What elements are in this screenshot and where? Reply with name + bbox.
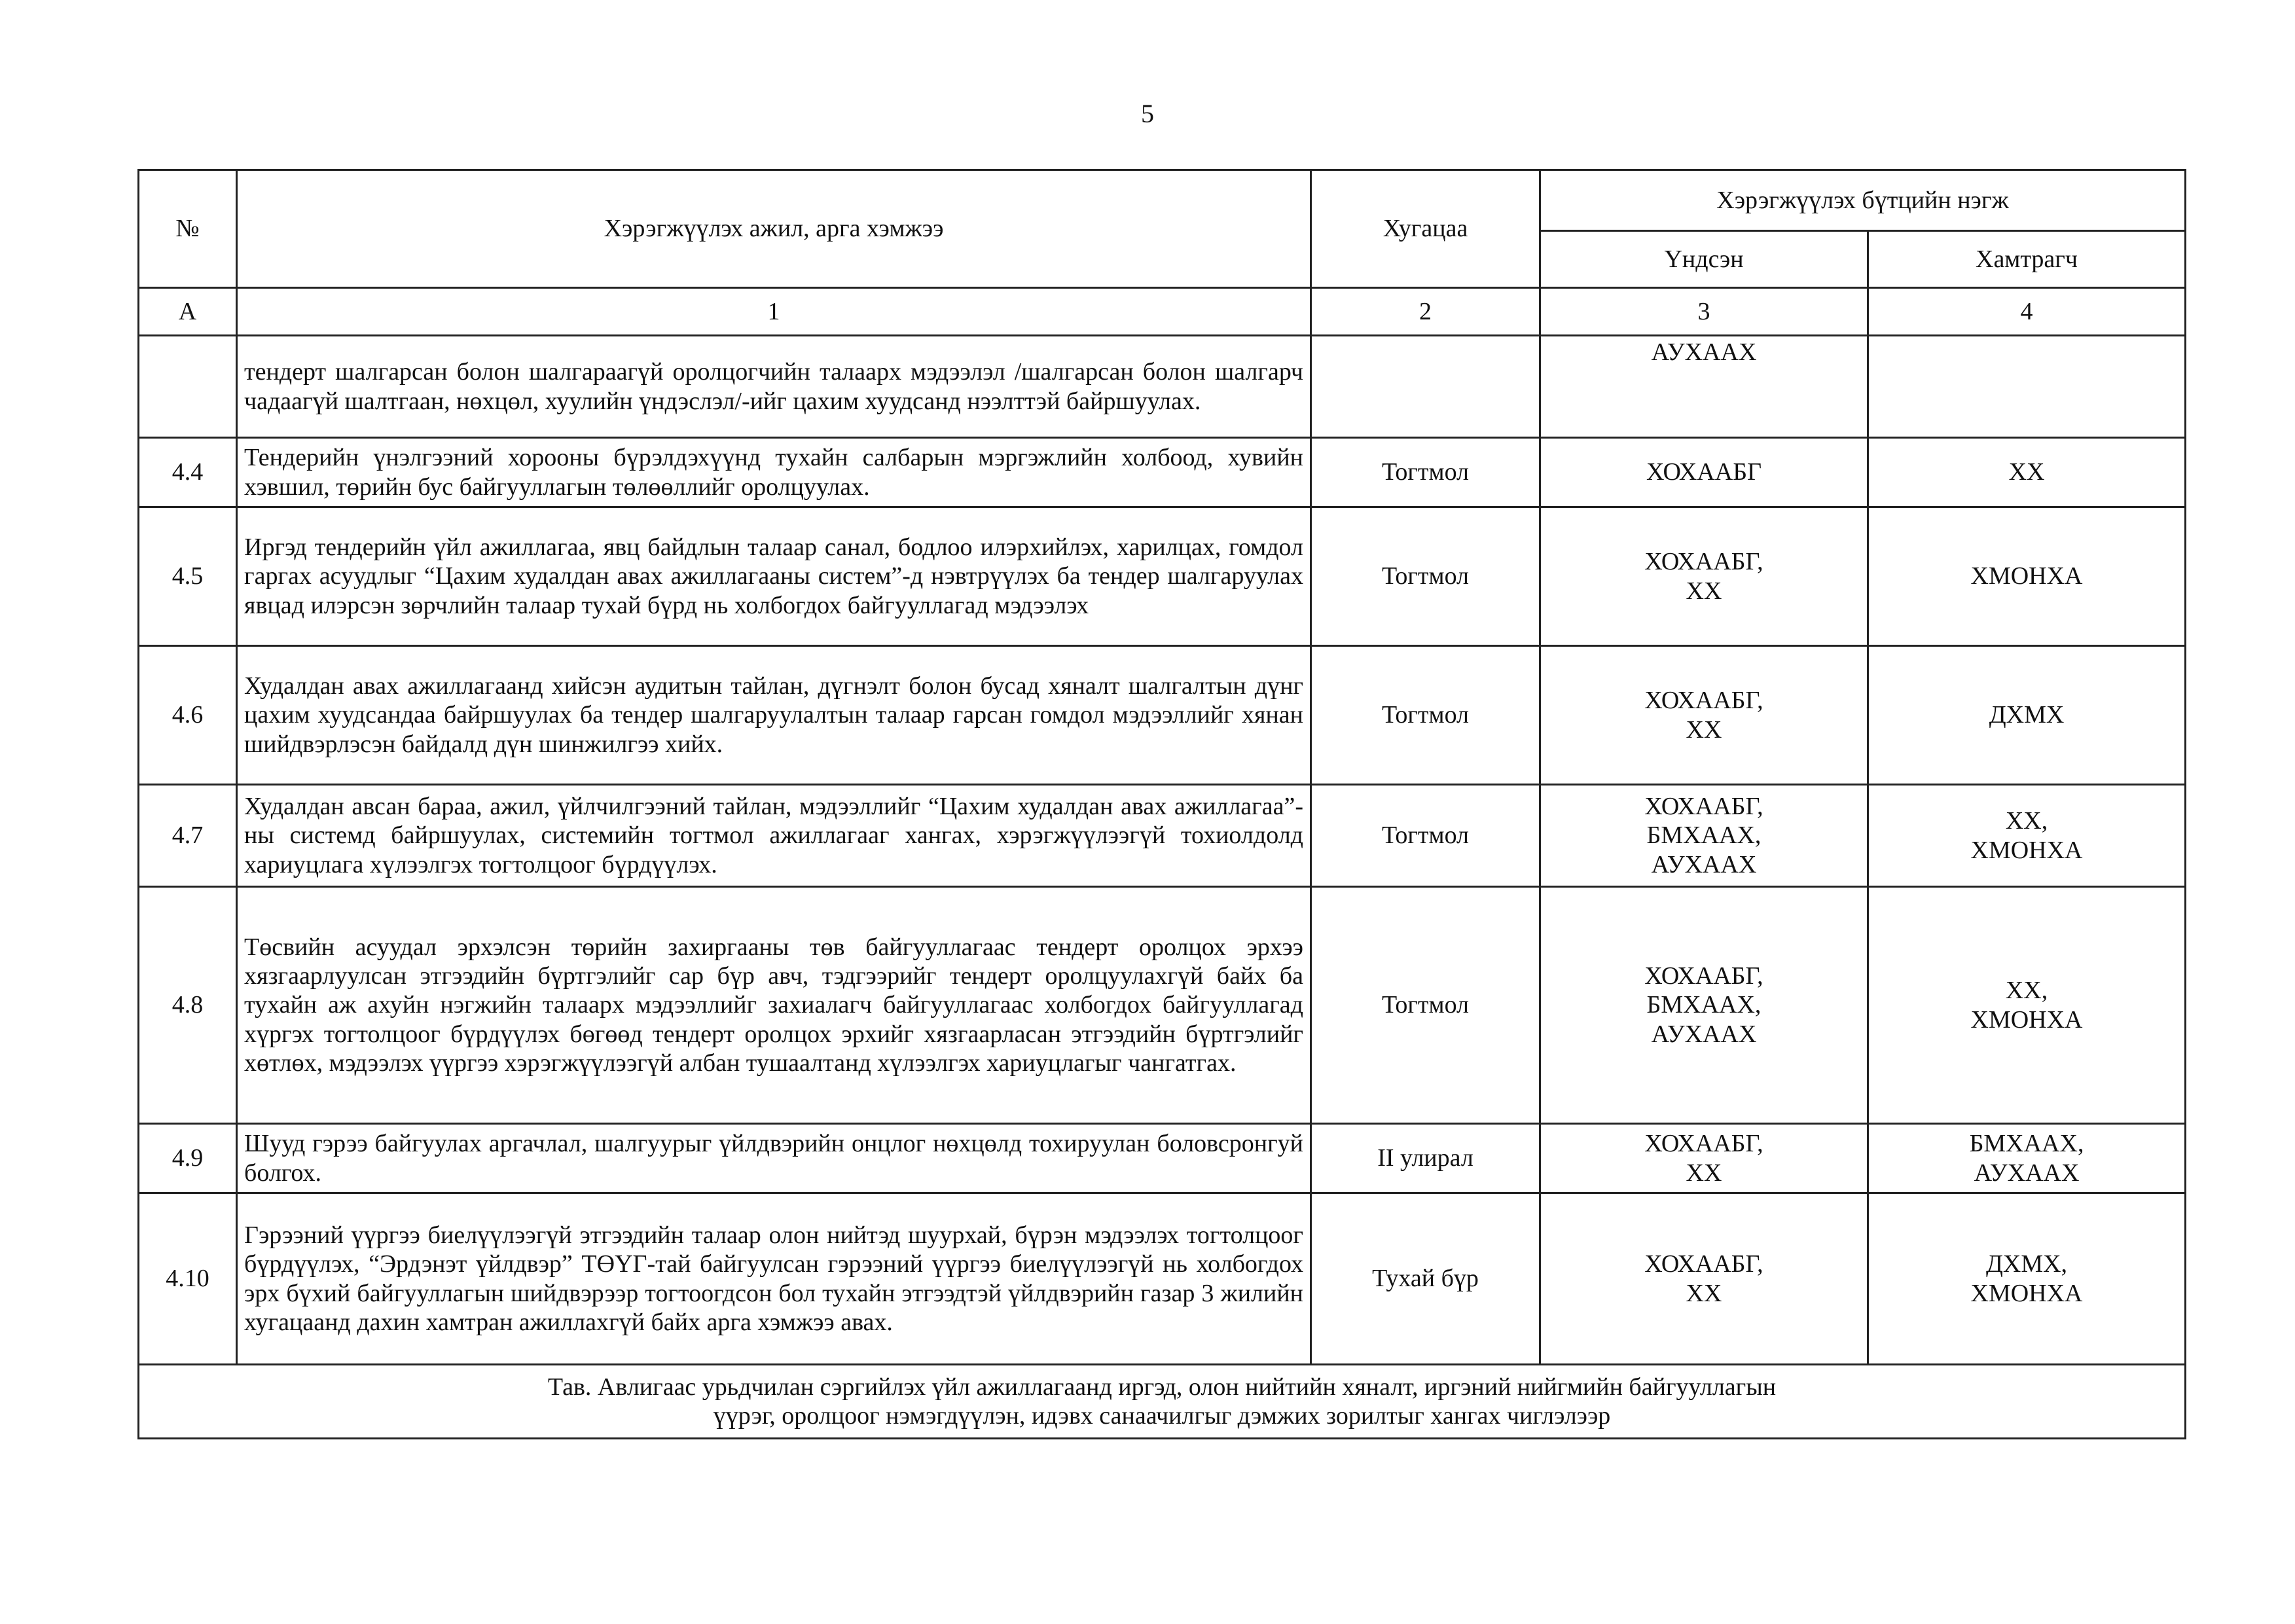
column-number: 1 <box>237 288 1311 336</box>
table-row <box>139 336 2186 438</box>
row-number: 4.6 <box>139 646 237 785</box>
row-partner-unit: ХХ, ХМОНХА <box>1868 887 2186 1124</box>
row-partner-unit: ХМОНХА <box>1868 507 2186 646</box>
header-task: Хэрэгжүүлэх ажил, арга хэмжээ <box>237 170 1311 288</box>
column-number-row <box>139 288 2186 336</box>
row-main-unit: ХОХААБГ, ХХ <box>1540 1124 1868 1193</box>
header-deadline: Хугацаа <box>1311 170 1540 288</box>
row-task: Тендерийн үнэлгээний хорооны бүрэлдэхүүнд тухайн салбарын мэргэжлийн холбоод, хувийн хэвшил, төрийн бус байгууллагын төлөөллийг оролцуулах. <box>237 438 1311 507</box>
row-partner-unit: БМХААХ, АУХААХ <box>1868 1124 2186 1193</box>
table-body <box>139 336 2186 1365</box>
row-task: Худалдан авах ажиллагаанд хийсэн аудитын тайлан, дүгнэлт болон бусад хяналт шалгалтын дүнг цахим хуудсандаа байршуулах ба тендер шалгаруулалтын талаар гарсан гомдол мэдээллийг хянан шийдвэрлэсэн байдалд дүн шинжилгээ хийх. <box>237 646 1311 785</box>
header-partner: Хамтрагч <box>1868 231 2186 288</box>
row-deadline: Тогтмол <box>1311 785 1540 887</box>
table-row <box>139 887 2186 1124</box>
section-heading <box>139 1365 2186 1439</box>
row-number: 4.5 <box>139 507 237 646</box>
row-partner-unit: ДХМХ <box>1868 646 2186 785</box>
row-main-unit: ХОХААБГ, БМХААХ, АУХААХ <box>1540 785 1868 887</box>
row-task: Шууд гэрээ байгуулах аргачлал, шалгуурыг үйлдвэрийн онцлог нөхцөлд тохируулан боловсронгуй болгох. <box>237 1124 1311 1193</box>
column-number: 3 <box>1540 288 1868 336</box>
table-row <box>139 646 2186 785</box>
table-row <box>139 507 2186 646</box>
column-number: 4 <box>1868 288 2186 336</box>
header-no: № <box>139 170 237 288</box>
row-deadline: Тогтмол <box>1311 438 1540 507</box>
row-partner-unit: ХХ <box>1868 438 2186 507</box>
row-deadline: Тогтмол <box>1311 887 1540 1124</box>
row-main-unit: ХОХААБГ <box>1540 438 1868 507</box>
row-number: 4.9 <box>139 1124 237 1193</box>
row-task: Гэрээний үүргээ биелүүлээгүй этгээдийн талаар олон нийтэд шуурхай, бүрэн мэдээлэх тогтолцоог бүрдүүлэх, “Эрдэнэт үйлдвэр” ТӨҮГ-тай байгуулсан гэрээний үүргээ биелүүлээгүй нь холбогдох эрх бүхий байгууллагын шийдвэрээр тогтоогдсон бол тухайн этгээдтэй үйлдвэрийн газар 3 жилийн хугацаанд дахин хамтран ажиллахгүй байх арга хэмжээ авах. <box>237 1193 1311 1365</box>
column-number: 2 <box>1311 288 1540 336</box>
row-deadline: Тухай бүр <box>1311 1193 1540 1365</box>
row-number: 4.4 <box>139 438 237 507</box>
row-number: 4.8 <box>139 887 237 1124</box>
section-heading-line: Тав. Авлигаас урьдчилан сэргийлэх үйл ажиллагаанд иргэд, олон нийтийн хяналт, иргэний нийгмийн байгууллагын <box>547 1373 1777 1401</box>
section-heading-line: үүрэг, оролцоог нэмэгдүүлэн, идэвх санаачилгыг дэмжих зорилтыг хангах чиглэлээр <box>713 1402 1611 1430</box>
row-main-unit: ХОХААБГ, ХХ <box>1540 507 1868 646</box>
section-heading-row <box>139 1365 2186 1439</box>
page-number: 5 <box>1141 99 1154 128</box>
row-main-unit: ХОХААБГ, БМХААХ, АУХААХ <box>1540 887 1868 1124</box>
row-partner-unit: ХХ, ХМОНХА <box>1868 785 2186 887</box>
row-task: тендерт шалгарсан болон шалгараагүй оролцогчийн талаарх мэдээлэл /шалгарсан болон шалгарч чадаагүй шалтгаан, нөхцөл, хуулийн үндэслэл/-ийг цахим хуудсанд нээлттэй байршуулах. <box>237 336 1311 438</box>
row-deadline: Тогтмол <box>1311 507 1540 646</box>
table-row <box>139 1193 2186 1365</box>
row-main-unit: ХОХААБГ, ХХ <box>1540 646 1868 785</box>
row-main-unit: ХОХААБГ, ХХ <box>1540 1193 1868 1365</box>
table-header-row <box>139 170 2186 231</box>
row-task: Иргэд тендерийн үйл ажиллагаа, явц байдлын талаар санал, бодлоо илэрхийлэх, харилцах, гомдол гаргах асуудлыг “Цахим худалдан авах ажиллагааны систем”-д нэвтрүүлэх ба тендер шалгаруулах явцад илэрсэн зөрчлийн талаар тухай бүрд нь холбогдох байгууллагад мэдээлэх <box>237 507 1311 646</box>
header-unit-group: Хэрэгжүүлэх бүтцийн нэгж <box>1540 170 2186 231</box>
action-plan-table <box>137 169 2186 1439</box>
row-partner-unit <box>1868 336 2186 438</box>
row-deadline: Тогтмол <box>1311 646 1540 785</box>
row-number: 4.7 <box>139 785 237 887</box>
row-partner-unit: ДХМХ, ХМОНХА <box>1868 1193 2186 1365</box>
row-task: Худалдан авсан бараа, ажил, үйлчилгээний тайлан, мэдээллийг “Цахим худалдан авах ажиллагаа”-ны системд байршуулах, системийн тогтмол ажиллагааг хангах, хэрэгжүүлээгүй тохиолдолд хариуцлага хүлээлгэх тогтолцоог бүрдүүлэх. <box>237 785 1311 887</box>
row-deadline <box>1311 336 1540 438</box>
table-row <box>139 785 2186 887</box>
row-deadline: II улирал <box>1311 1124 1540 1193</box>
header-main: Үндсэн <box>1540 231 1868 288</box>
row-number: 4.10 <box>139 1193 237 1365</box>
row-main-unit: АУХААХ <box>1540 336 1868 438</box>
row-task: Төсвийн асуудал эрхэлсэн төрийн захиргааны төв байгууллагаас тендерт оролцох эрхээ хязгаарлуулсан этгээдийн бүртгэлийг сар бүр авч, тэдгээрийг тендерт оролцуулахгүй байх ба тухайн аж ахуйн нэгжийн талаарх мэдээллийг захиалагч байгууллагаас холбогдох байгууллагад хүргэх тогтолцоог бүрдүүлэх бөгөөд тендерт оролцох эрхийг хязгаарласан этгээдийн бүртгэлийг хөтлөх, мэдээлэх үүргээ хэрэгжүүлээгүй албан тушаалтанд хүлээлгэх хариуцлагыг чангатгах. <box>237 887 1311 1124</box>
table-row <box>139 1124 2186 1193</box>
row-number <box>139 336 237 438</box>
table-row <box>139 438 2186 507</box>
column-number: А <box>139 288 237 336</box>
